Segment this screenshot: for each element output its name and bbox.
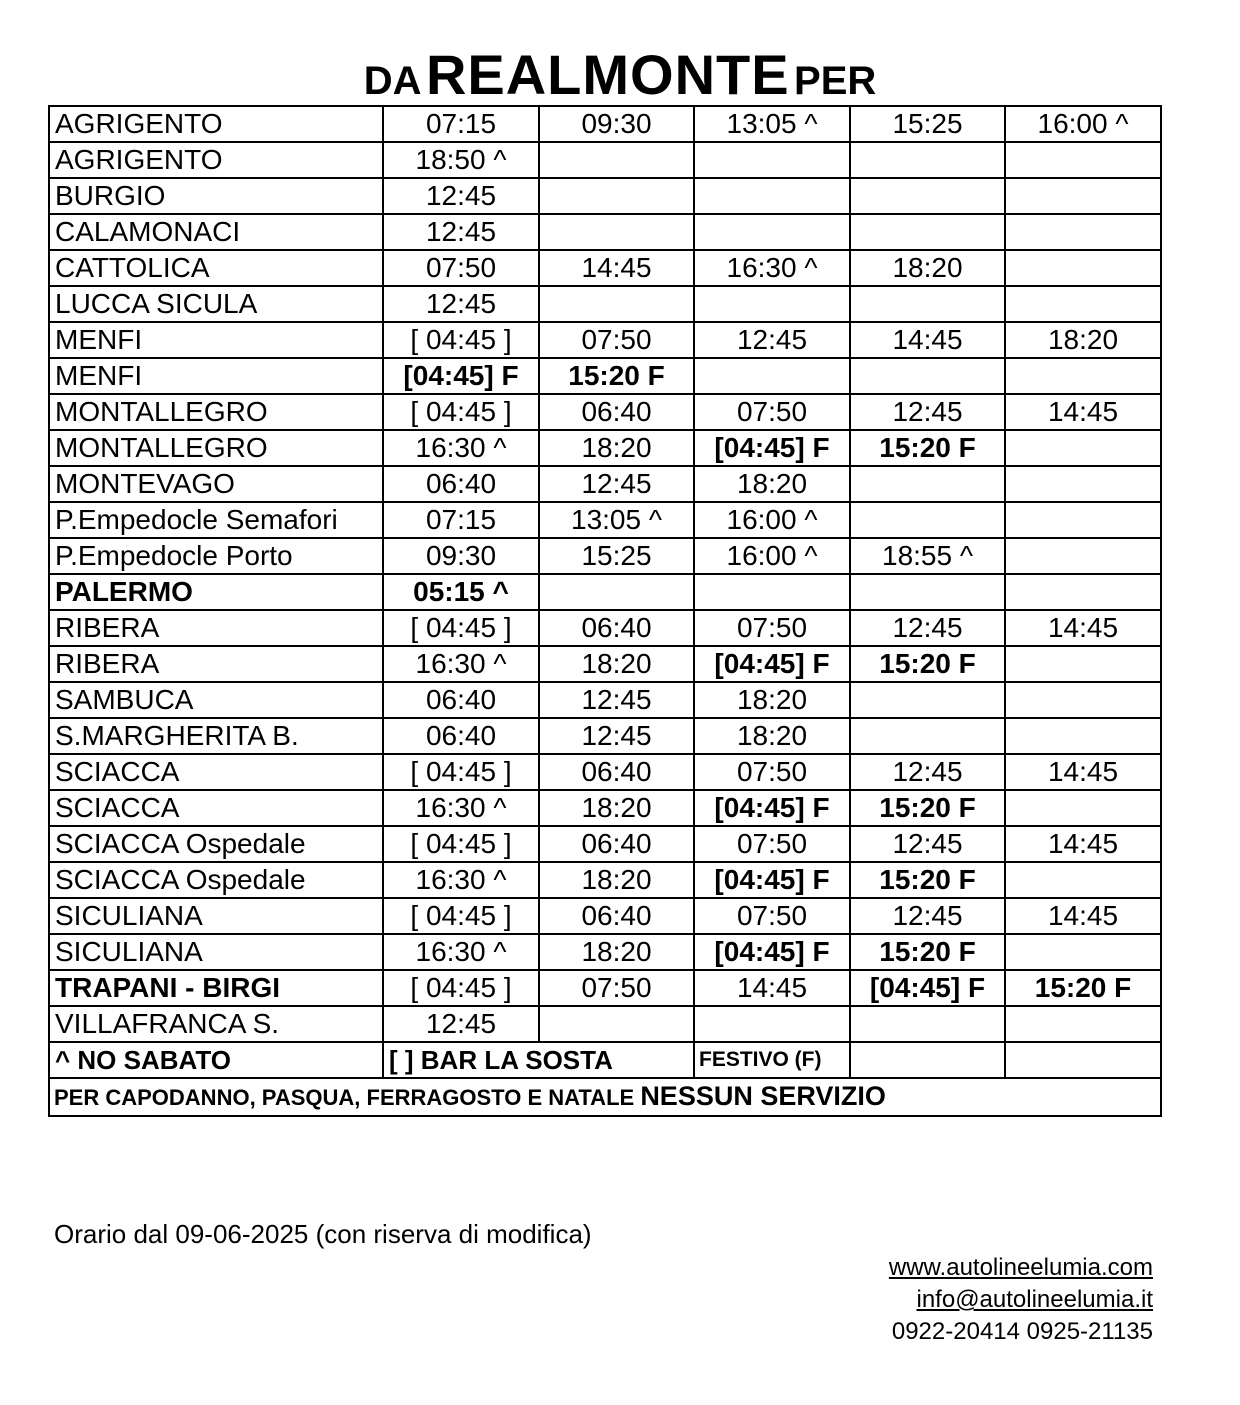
time-cell: [1005, 862, 1161, 898]
holiday-note: [49, 1078, 1161, 1116]
destination-cell: MONTALLEGRO: [49, 430, 383, 466]
legend-no-saturday: ^ NO SABATO: [49, 1042, 383, 1078]
time-cell: [04:45] F: [694, 646, 850, 682]
destination-cell: CATTOLICA: [49, 250, 383, 286]
time-cell: 18:20: [539, 646, 694, 682]
destination-cell: SICULIANA: [49, 898, 383, 934]
time-cell: [1005, 1006, 1161, 1042]
destination-cell: SCIACCA: [49, 790, 383, 826]
destination-cell: MONTALLEGRO: [49, 394, 383, 430]
time-cell: [539, 286, 694, 322]
email-link[interactable]: info@autolineelumia.it: [916, 1286, 1153, 1313]
table-row: [49, 826, 1161, 862]
website-link[interactable]: www.autolineelumia.com: [888, 1254, 1153, 1281]
holiday-note-text: PER CAPODANNO, PASQUA, FERRAGOSTO E NATALE: [54, 1085, 641, 1110]
time-cell: [850, 682, 1005, 718]
table-row: [49, 790, 1161, 826]
time-cell: [04:45] F: [694, 790, 850, 826]
time-cell: 14:45: [1005, 754, 1161, 790]
time-cell: 18:20: [1005, 322, 1161, 358]
time-cell: 09:30: [383, 538, 539, 574]
time-cell: 16:30 ^: [383, 790, 539, 826]
table-row: [49, 970, 1161, 1006]
destination-cell: PALERMO: [49, 574, 383, 610]
time-cell: 18:20: [539, 934, 694, 970]
time-cell: 07:50: [539, 970, 694, 1006]
time-cell: [539, 142, 694, 178]
time-cell: [ 04:45 ]: [383, 970, 539, 1006]
destination-cell: VILLAFRANCA S.: [49, 1006, 383, 1042]
destination-cell: P.Empedocle Porto: [49, 538, 383, 574]
time-cell: 18:20: [694, 682, 850, 718]
time-cell: 06:40: [539, 754, 694, 790]
time-cell: [1005, 358, 1161, 394]
time-cell: [1005, 790, 1161, 826]
time-cell: 12:45: [539, 718, 694, 754]
time-cell: 15:20 F: [850, 646, 1005, 682]
time-cell: 16:30 ^: [383, 430, 539, 466]
holiday-note-row: [49, 1078, 1161, 1116]
time-cell: [850, 574, 1005, 610]
destination-cell: SICULIANA: [49, 934, 383, 970]
time-cell: 14:45: [1005, 610, 1161, 646]
time-cell: 07:15: [383, 106, 539, 142]
destination-cell: SCIACCA: [49, 754, 383, 790]
time-cell: [1005, 250, 1161, 286]
timetable: [48, 105, 1162, 1117]
time-cell: [694, 178, 850, 214]
time-cell: 15:20 F: [850, 790, 1005, 826]
destination-cell: LUCCA SICULA: [49, 286, 383, 322]
time-cell: 16:30 ^: [383, 646, 539, 682]
time-cell: [1005, 214, 1161, 250]
table-row: [49, 862, 1161, 898]
time-cell: [ 04:45 ]: [383, 394, 539, 430]
destination-cell: TRAPANI - BIRGI: [49, 970, 383, 1006]
time-cell: 12:45: [850, 898, 1005, 934]
destination-cell: MENFI: [49, 322, 383, 358]
time-cell: [ 04:45 ]: [383, 826, 539, 862]
time-cell: [1005, 466, 1161, 502]
time-cell: 13:05 ^: [539, 502, 694, 538]
time-cell: [850, 718, 1005, 754]
time-cell: [850, 142, 1005, 178]
time-cell: 07:50: [694, 610, 850, 646]
time-cell: 06:40: [539, 610, 694, 646]
time-cell: 06:40: [383, 718, 539, 754]
time-cell: 14:45: [694, 970, 850, 1006]
time-cell: [850, 178, 1005, 214]
legend-festive: FESTIVO (F): [694, 1042, 850, 1078]
table-row: [49, 106, 1161, 142]
destination-cell: RIBERA: [49, 646, 383, 682]
time-cell: 18:20: [539, 862, 694, 898]
time-cell: 14:45: [1005, 826, 1161, 862]
time-cell: [694, 214, 850, 250]
time-cell: [694, 1006, 850, 1042]
time-cell: 16:00 ^: [1005, 106, 1161, 142]
time-cell: 14:45: [539, 250, 694, 286]
time-cell: [04:45] F: [694, 934, 850, 970]
time-cell: [ 04:45 ]: [383, 322, 539, 358]
table-row: [49, 358, 1161, 394]
title-prefix: DA: [363, 59, 422, 103]
time-cell: [1005, 574, 1161, 610]
time-cell: 16:30 ^: [383, 862, 539, 898]
table-row: [49, 934, 1161, 970]
time-cell: 12:45: [850, 826, 1005, 862]
time-cell: [539, 214, 694, 250]
time-cell: [539, 1006, 694, 1042]
time-cell: [04:45] F: [694, 430, 850, 466]
time-cell: 18:20: [694, 466, 850, 502]
time-cell: 07:50: [694, 826, 850, 862]
time-cell: 15:25: [850, 106, 1005, 142]
time-cell: 15:25: [539, 538, 694, 574]
time-cell: [850, 466, 1005, 502]
phone-numbers: 0922-20414 0925-21135: [891, 1318, 1153, 1345]
time-cell: [850, 214, 1005, 250]
time-cell: 15:20 F: [1005, 970, 1161, 1006]
destination-cell: SCIACCA Ospedale: [49, 826, 383, 862]
time-cell: 12:45: [383, 286, 539, 322]
time-cell: 16:30 ^: [694, 250, 850, 286]
time-cell: 07:50: [694, 898, 850, 934]
time-cell: 06:40: [539, 898, 694, 934]
time-cell: 14:45: [850, 322, 1005, 358]
table-row: [49, 610, 1161, 646]
destination-cell: RIBERA: [49, 610, 383, 646]
holiday-note-emphasis: NESSUN SERVIZIO: [640, 1081, 886, 1111]
destination-cell: AGRIGENTO: [49, 106, 383, 142]
time-cell: 06:40: [383, 466, 539, 502]
table-row: [49, 574, 1161, 610]
destination-cell: SAMBUCA: [49, 682, 383, 718]
time-cell: 18:50 ^: [383, 142, 539, 178]
time-cell: [539, 574, 694, 610]
time-cell: [850, 358, 1005, 394]
table-row: [49, 394, 1161, 430]
title-place: REALMONTE: [425, 43, 790, 106]
table-row: [49, 466, 1161, 502]
table-row: [49, 898, 1161, 934]
destination-cell: P.Empedocle Semafori: [49, 502, 383, 538]
time-cell: 12:45: [383, 214, 539, 250]
time-cell: [694, 358, 850, 394]
time-cell: [04:45] F: [383, 358, 539, 394]
table-row: [49, 250, 1161, 286]
time-cell: 05:15 ^: [383, 574, 539, 610]
time-cell: 07:50: [694, 394, 850, 430]
destination-cell: MONTEVAGO: [49, 466, 383, 502]
time-cell: 16:00 ^: [694, 502, 850, 538]
destination-cell: CALAMONACI: [49, 214, 383, 250]
legend-bar: [ ] BAR LA SOSTA: [383, 1042, 694, 1078]
time-cell: 15:20 F: [850, 862, 1005, 898]
table-row: [49, 214, 1161, 250]
time-cell: [694, 142, 850, 178]
time-cell: [ 04:45 ]: [383, 610, 539, 646]
table-row: [49, 754, 1161, 790]
time-cell: [539, 178, 694, 214]
table-row: [49, 718, 1161, 754]
validity-note: Orario dal 09-06-2025 (con riserva di modifica): [54, 1219, 592, 1249]
time-cell: 12:45: [539, 466, 694, 502]
time-cell: [1005, 682, 1161, 718]
time-cell: 15:20 F: [850, 430, 1005, 466]
table-row: [49, 286, 1161, 322]
time-cell: [1005, 538, 1161, 574]
table-row: [49, 142, 1161, 178]
time-cell: 18:55 ^: [850, 538, 1005, 574]
legend-empty-cell: [1005, 1042, 1161, 1078]
timetable-body: [49, 106, 1161, 1042]
table-row: [49, 502, 1161, 538]
time-cell: [1005, 646, 1161, 682]
time-cell: 07:50: [694, 754, 850, 790]
time-cell: 13:05 ^: [694, 106, 850, 142]
time-cell: [04:45] F: [850, 970, 1005, 1006]
table-row: [49, 178, 1161, 214]
time-cell: [694, 286, 850, 322]
destination-cell: SCIACCA Ospedale: [49, 862, 383, 898]
time-cell: 16:30 ^: [383, 934, 539, 970]
time-cell: [694, 574, 850, 610]
time-cell: [04:45] F: [694, 862, 850, 898]
table-row: [49, 646, 1161, 682]
time-cell: [850, 1006, 1005, 1042]
destination-cell: AGRIGENTO: [49, 142, 383, 178]
time-cell: 07:15: [383, 502, 539, 538]
legend-row: [49, 1042, 1161, 1078]
time-cell: [ 04:45 ]: [383, 898, 539, 934]
time-cell: 18:20: [850, 250, 1005, 286]
time-cell: 12:45: [850, 610, 1005, 646]
time-cell: [850, 502, 1005, 538]
legend-empty-cell: [850, 1042, 1005, 1078]
time-cell: 07:50: [539, 322, 694, 358]
time-cell: 18:20: [539, 790, 694, 826]
time-cell: 15:20 F: [850, 934, 1005, 970]
time-cell: [1005, 934, 1161, 970]
destination-cell: BURGIO: [49, 178, 383, 214]
time-cell: 06:40: [539, 826, 694, 862]
time-cell: 14:45: [1005, 394, 1161, 430]
time-cell: [1005, 142, 1161, 178]
table-row: [49, 430, 1161, 466]
table-row: [49, 682, 1161, 718]
time-cell: 18:20: [539, 430, 694, 466]
destination-cell: S.MARGHERITA B.: [49, 718, 383, 754]
time-cell: [850, 286, 1005, 322]
time-cell: 12:45: [850, 754, 1005, 790]
time-cell: 09:30: [539, 106, 694, 142]
time-cell: 12:45: [383, 178, 539, 214]
time-cell: [1005, 286, 1161, 322]
table-row: [49, 1006, 1161, 1042]
time-cell: 07:50: [383, 250, 539, 286]
time-cell: 12:45: [850, 394, 1005, 430]
time-cell: 12:45: [383, 1006, 539, 1042]
title-suffix: PER: [794, 59, 877, 103]
time-cell: [1005, 430, 1161, 466]
time-cell: [ 04:45 ]: [383, 754, 539, 790]
time-cell: 12:45: [694, 322, 850, 358]
time-cell: [1005, 178, 1161, 214]
time-cell: 06:40: [539, 394, 694, 430]
table-row: [49, 322, 1161, 358]
time-cell: 16:00 ^: [694, 538, 850, 574]
time-cell: 06:40: [383, 682, 539, 718]
time-cell: 15:20 F: [539, 358, 694, 394]
time-cell: 12:45: [539, 682, 694, 718]
time-cell: 14:45: [1005, 898, 1161, 934]
time-cell: 18:20: [694, 718, 850, 754]
time-cell: [1005, 502, 1161, 538]
table-row: [49, 538, 1161, 574]
time-cell: [1005, 718, 1161, 754]
destination-cell: MENFI: [49, 358, 383, 394]
